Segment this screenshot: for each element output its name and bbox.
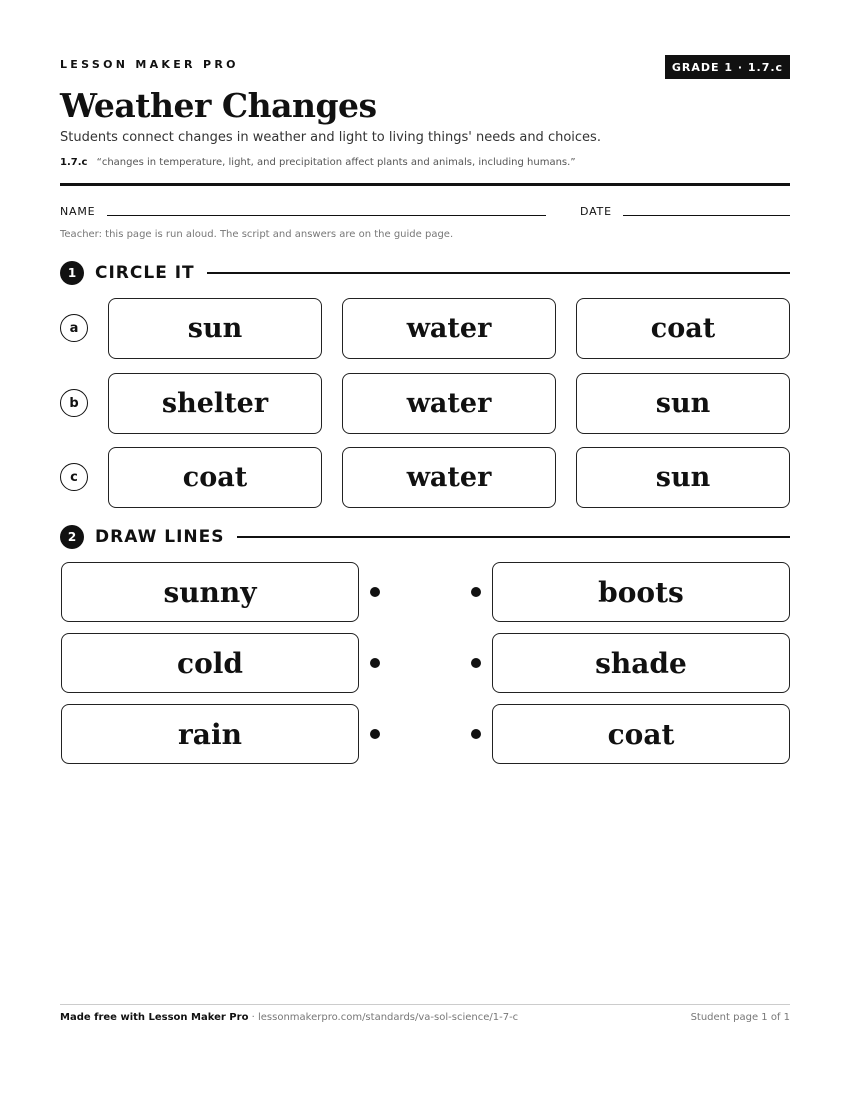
date-label: DATE xyxy=(580,205,612,218)
row-letter-a: a xyxy=(60,314,88,342)
word-box[interactable]: coat xyxy=(576,298,790,359)
word-box[interactable]: water xyxy=(342,447,556,508)
brand-name: LESSON MAKER PRO xyxy=(60,58,239,71)
section-title: CIRCLE IT xyxy=(95,263,195,283)
footer-url: · lessonmakerpro.com/standards/va-sol-science/1-7-c xyxy=(248,1012,519,1023)
date-line[interactable] xyxy=(623,215,790,216)
word-box[interactable]: coat xyxy=(108,447,322,508)
match-left-box[interactable]: cold xyxy=(61,633,359,693)
section-circle-it-header xyxy=(60,261,790,285)
section-draw-lines-header xyxy=(60,525,790,549)
standard-text: “changes in temperature, light, and precipitation affect plants and animals, including humans.” xyxy=(96,157,576,168)
match-left-box[interactable]: sunny xyxy=(61,562,359,622)
grade-badge: GRADE 1 · 1.7.c xyxy=(665,55,790,79)
footer-credit xyxy=(60,1012,518,1023)
header-divider xyxy=(60,183,790,186)
match-right-dot[interactable] xyxy=(471,729,481,739)
match-left-dot[interactable] xyxy=(370,658,380,668)
page-subtitle: Students connect changes in weather and light to living things' needs and choices. xyxy=(60,130,601,145)
match-right-box[interactable]: boots xyxy=(492,562,790,622)
match-left-box[interactable]: rain xyxy=(61,704,359,764)
word-box[interactable]: water xyxy=(342,298,556,359)
word-box[interactable]: sun xyxy=(576,447,790,508)
word-box[interactable]: shelter xyxy=(108,373,322,434)
page-title: Weather Changes xyxy=(60,86,377,125)
section-title: DRAW LINES xyxy=(95,527,225,547)
name-label: NAME xyxy=(60,205,96,218)
standard-code: 1.7.c xyxy=(60,157,88,168)
row-letter-b: b xyxy=(60,389,88,417)
section-divider xyxy=(207,272,790,274)
word-box[interactable]: sun xyxy=(576,373,790,434)
match-right-dot[interactable] xyxy=(471,658,481,668)
section-divider xyxy=(237,536,790,538)
teacher-note: Teacher: this page is run aloud. The script and answers are on the guide page. xyxy=(60,229,454,240)
row-letter-c: c xyxy=(60,463,88,491)
match-left-dot[interactable] xyxy=(370,729,380,739)
name-line[interactable] xyxy=(107,215,546,216)
match-right-dot[interactable] xyxy=(471,587,481,597)
word-box[interactable]: water xyxy=(342,373,556,434)
footer-divider xyxy=(60,1004,790,1005)
match-left-dot[interactable] xyxy=(370,587,380,597)
match-right-box[interactable]: shade xyxy=(492,633,790,693)
section-number-badge: 1 xyxy=(60,261,84,285)
footer-made-with: Made free with Lesson Maker Pro xyxy=(60,1012,249,1023)
standard-line xyxy=(60,157,576,168)
word-box[interactable]: sun xyxy=(108,298,322,359)
footer-page-number: Student page 1 of 1 xyxy=(690,1012,790,1023)
match-right-box[interactable]: coat xyxy=(492,704,790,764)
section-number-badge: 2 xyxy=(60,525,84,549)
